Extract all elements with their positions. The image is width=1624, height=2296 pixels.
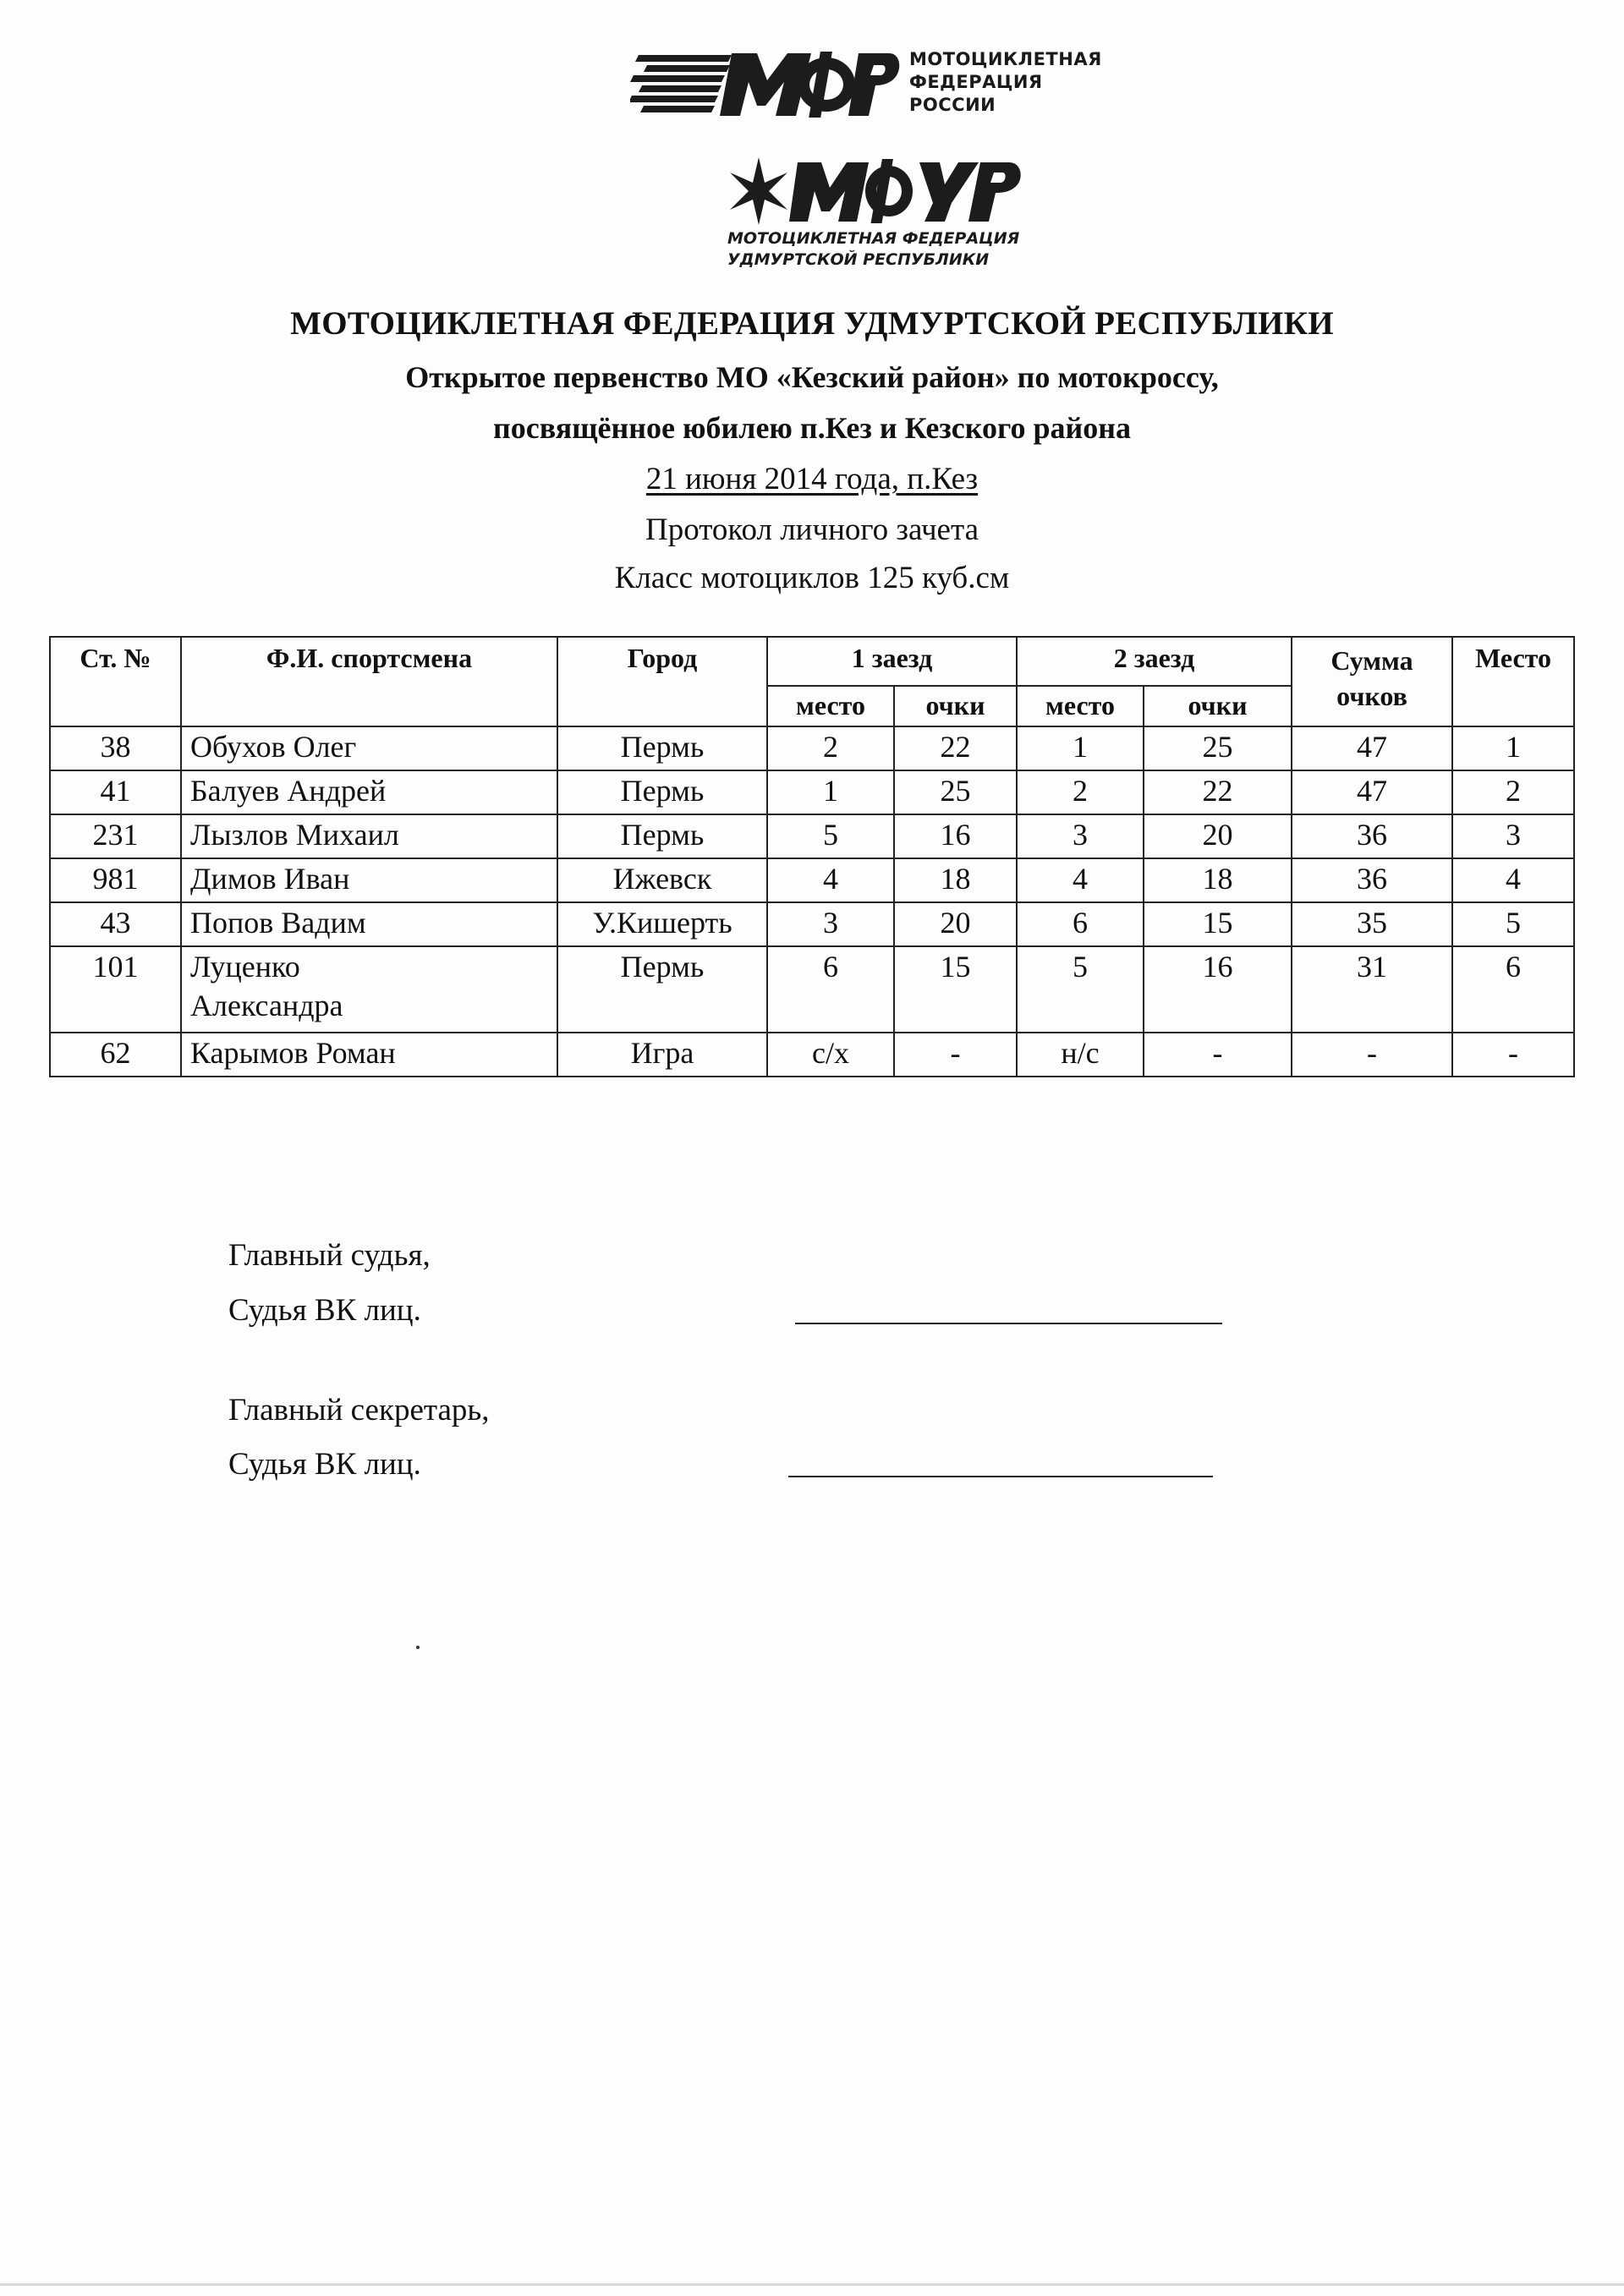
cell-sum: 36 [1292, 814, 1452, 858]
date-place-text: 21 июня 2014 года, п.Кез [645, 462, 979, 496]
results-table [49, 636, 1575, 1077]
cell-heat2-points: 20 [1144, 814, 1292, 858]
cell-start-no: 43 [50, 902, 181, 946]
cell-name: Карымов Роман [181, 1033, 557, 1077]
cell-start-no: 41 [50, 770, 181, 814]
mfr-caption-line: МОТОЦИКЛЕТНАЯ [909, 49, 1102, 69]
motorcycle-class: Класс мотоциклов 125 куб.см [614, 561, 1010, 595]
table-row [50, 726, 1574, 770]
header-sum-line2: очков [1336, 681, 1407, 711]
table-row [50, 946, 1574, 1033]
cell-sum: - [1292, 1033, 1452, 1077]
cell-final-place: 3 [1452, 814, 1574, 858]
cell-heat1-points: - [894, 1033, 1017, 1077]
cell-start-no: 38 [50, 726, 181, 770]
cell-heat1-place: 1 [767, 770, 894, 814]
cell-sum: 35 [1292, 902, 1452, 946]
cell-heat2-points: 15 [1144, 902, 1292, 946]
cell-name: Обухов Олег [181, 726, 557, 770]
mfur-logo-mark-icon [723, 154, 1028, 230]
cell-heat2-points: - [1144, 1033, 1292, 1077]
mfr-caption-line: РОССИИ [909, 95, 996, 115]
cell-city: Пермь [557, 946, 767, 1033]
cell-final-place: 2 [1452, 770, 1574, 814]
chief-judge-signature-line [795, 1323, 1222, 1324]
header-name: Ф.И. спортсмена [181, 637, 557, 726]
mfr-logo [630, 47, 1112, 127]
header-start-no: Ст. № [50, 637, 181, 726]
cell-heat1-points: 25 [894, 770, 1017, 814]
table-row [50, 770, 1574, 814]
header-final-place: Место [1452, 637, 1574, 726]
cell-heat1-points: 16 [894, 814, 1017, 858]
scan-edge-line [0, 2283, 1624, 2286]
cell-heat1-place: 5 [767, 814, 894, 858]
cell-heat2-place: 5 [1017, 946, 1144, 1033]
header-heat1: 1 заезд [767, 637, 1017, 686]
cell-name: Лызлов Михаил [181, 814, 557, 858]
table-row [50, 858, 1574, 902]
header-sum [1292, 637, 1452, 726]
cell-name-line2: Александра [190, 989, 343, 1022]
mfur-caption-line: УДМУРТСКОЙ РЕСПУБЛИКИ [727, 250, 990, 269]
mfur-logo-caption [727, 228, 1019, 271]
cell-heat1-place: 2 [767, 726, 894, 770]
header-city: Город [557, 637, 767, 726]
cell-heat2-points: 25 [1144, 726, 1292, 770]
mfr-logo-caption [909, 48, 1102, 117]
event-title-line2: посвящённое юбилею п.Кез и Кезского района [493, 411, 1131, 445]
cell-heat1-points: 18 [894, 858, 1017, 902]
header-sum-line1: Сумма [1330, 645, 1413, 676]
chief-secretary-rank: Судья ВК лиц. [228, 1447, 421, 1482]
header-heat2-place: место [1017, 686, 1144, 726]
cell-sum: 47 [1292, 726, 1452, 770]
cell-final-place: 6 [1452, 946, 1574, 1033]
mfr-logo-mark-icon [630, 47, 901, 123]
cell-city: Ижевск [557, 858, 767, 902]
cell-heat2-points: 18 [1144, 858, 1292, 902]
cell-heat2-place: 4 [1017, 858, 1144, 902]
chief-judge-label: Главный судья, [228, 1238, 431, 1273]
chief-secretary-label: Главный секретарь, [228, 1393, 490, 1427]
header-heat2-points: очки [1144, 686, 1292, 726]
cell-heat2-place: 3 [1017, 814, 1144, 858]
event-title-line1: Открытое первенство МО «Кезский район» по мотокроссу, [405, 360, 1219, 394]
cell-sum: 36 [1292, 858, 1452, 902]
cell-heat1-place: 6 [767, 946, 894, 1033]
cell-final-place: 1 [1452, 726, 1574, 770]
header-heat1-place: место [767, 686, 894, 726]
cell-start-no: 231 [50, 814, 181, 858]
organization-title: МОТОЦИКЛЕТНАЯ ФЕДЕРАЦИЯ УДМУРТСКОЙ РЕСПУБЛИКИ [290, 305, 1334, 342]
cell-heat2-place: 1 [1017, 726, 1144, 770]
cell-name [181, 946, 557, 1033]
event-date-place [0, 461, 1624, 497]
header-heat2: 2 заезд [1017, 637, 1292, 686]
table-header-row [50, 637, 1574, 686]
protocol-title: Протокол личного зачета [645, 512, 979, 547]
table-row [50, 902, 1574, 946]
cell-name: Димов Иван [181, 858, 557, 902]
cell-name-line1: Луценко [190, 950, 300, 984]
cell-heat1-place: с/х [767, 1033, 894, 1077]
cell-start-no: 62 [50, 1033, 181, 1077]
cell-name: Попов Вадим [181, 902, 557, 946]
cell-start-no: 101 [50, 946, 181, 1033]
chief-secretary-signature-line [788, 1476, 1213, 1477]
cell-sum: 47 [1292, 770, 1452, 814]
table-row [50, 814, 1574, 858]
header-heat1-points: очки [894, 686, 1017, 726]
chief-judge-rank: Судья ВК лиц. [228, 1293, 421, 1328]
cell-name: Балуев Андрей [181, 770, 557, 814]
cell-heat2-points: 16 [1144, 946, 1292, 1033]
cell-city: Пермь [557, 726, 767, 770]
table-row [50, 1033, 1574, 1077]
cell-heat1-place: 3 [767, 902, 894, 946]
cell-sum: 31 [1292, 946, 1452, 1033]
cell-final-place: - [1452, 1033, 1574, 1077]
cell-city: Пермь [557, 814, 767, 858]
mfur-caption-line: МОТОЦИКЛЕТНАЯ ФЕДЕРАЦИЯ [727, 229, 1020, 248]
cell-start-no: 981 [50, 858, 181, 902]
stray-dot [416, 1646, 420, 1649]
cell-final-place: 5 [1452, 902, 1574, 946]
cell-city: Пермь [557, 770, 767, 814]
cell-heat2-place: н/с [1017, 1033, 1144, 1077]
cell-city: Игра [557, 1033, 767, 1077]
cell-heat1-place: 4 [767, 858, 894, 902]
cell-heat1-points: 20 [894, 902, 1017, 946]
mfr-caption-line: ФЕДЕРАЦИЯ [909, 72, 1043, 92]
cell-heat1-points: 22 [894, 726, 1017, 770]
cell-heat1-points: 15 [894, 946, 1017, 1033]
cell-city: У.Кишерть [557, 902, 767, 946]
cell-heat2-points: 22 [1144, 770, 1292, 814]
cell-final-place: 4 [1452, 858, 1574, 902]
cell-heat2-place: 2 [1017, 770, 1144, 814]
mfur-logo [723, 154, 1028, 272]
cell-heat2-place: 6 [1017, 902, 1144, 946]
